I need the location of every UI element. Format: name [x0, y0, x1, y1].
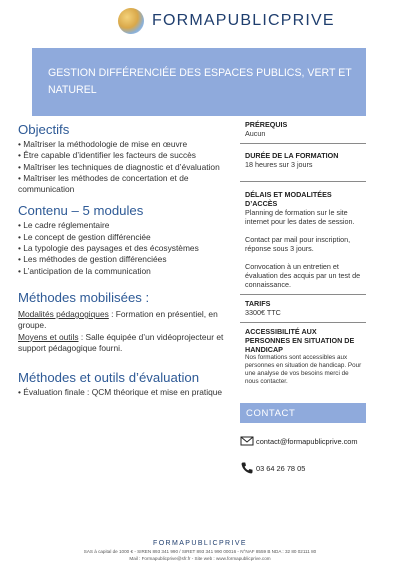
- modalites-label: Modalités pédagogiques: [18, 308, 109, 319]
- modalites-text: : Formation en présentiel, en groupe.: [18, 308, 218, 331]
- email-link[interactable]: contact@formapublicprive.com: [256, 436, 358, 446]
- course-details: [18, 122, 226, 398]
- objectifs-heading: Objectifs: [18, 122, 70, 137]
- page-footer: [0, 539, 400, 562]
- info-box: [240, 116, 366, 391]
- course-title: GESTION DIFFÉRENCIÉE DES ESPACES PUBLICS, VERT ET NATUREL: [48, 67, 352, 96]
- handicap-block: [240, 323, 366, 391]
- footer-brand: FORMAPUBLICPRIVE: [153, 540, 247, 547]
- list-item: • L’anticipation de la communication: [18, 266, 226, 277]
- brand-logo: [118, 8, 335, 34]
- tarifs-block: [240, 295, 366, 323]
- duree-block: [240, 144, 366, 182]
- phone-icon: [240, 461, 254, 475]
- delais-block: [240, 182, 366, 295]
- moyens-paragraph: [18, 332, 226, 355]
- duree-text: 18 heures sur 3 jours: [245, 160, 313, 169]
- phone-number[interactable]: 03 64 26 78 05: [256, 463, 306, 473]
- contact-phone[interactable]: [240, 460, 366, 476]
- list-item: • Maîtriser la méthodologie de mise en œuvre: [18, 139, 226, 150]
- contact-header: [240, 403, 366, 423]
- contact-body: [240, 423, 366, 476]
- footer-legal: SAS à capital de 1000 € - SIREN 893 341 990 / SIRET 893 341 990 00016 - N°NAF 8559 B NDA : 32 80 02111 80: [83, 549, 317, 554]
- list-item: • Évaluation finale : QCM théorique et mise en pratique: [18, 387, 226, 398]
- contenu-heading: Contenu – 5 modules: [18, 203, 144, 219]
- evaluation-list: [18, 387, 226, 398]
- list-item: • Le concept de gestion différenciée: [18, 232, 226, 243]
- list-item: • Maîtriser les méthodes de concertation et de communication: [18, 173, 226, 196]
- list-item: • Les méthodes de gestion différenciées: [18, 254, 226, 265]
- contact-title: CONTACT: [246, 408, 296, 419]
- footer-contact: Mail : Formapublicprive@sfr.fr - Site web : www.formapublicprive.com: [129, 556, 271, 561]
- objectifs-list: [18, 139, 226, 195]
- delais-text-1: Planning de formation sur le site internet pour les dates de session.: [245, 208, 355, 226]
- list-item: • La typologie des paysages et des écosystèmes: [18, 243, 226, 254]
- envelope-icon: [240, 434, 254, 448]
- delais-title: DÉLAIS ET MODALITÉES D’ACCÈS: [245, 190, 332, 208]
- logo-globe-icon: [118, 8, 144, 34]
- list-item: • Maîtriser les techniques de diagnostic et d’évaluation: [18, 162, 226, 173]
- evaluation-heading: Méthodes et outils d’évaluation: [18, 370, 200, 386]
- info-sidebar: [240, 116, 366, 476]
- contenu-list: [18, 220, 226, 276]
- prerequis-block: [240, 116, 366, 144]
- contact-email[interactable]: [240, 433, 366, 449]
- methodes-heading: Méthodes mobilisées :: [18, 289, 150, 305]
- list-item: • Être capable d’identifier les facteurs de succès: [18, 150, 226, 161]
- prerequis-title: PRÉREQUIS: [245, 120, 288, 129]
- handicap-title: ACCESSIBILITÉ AUX PERSONNES EN SITUATION DE HANDICAP: [245, 327, 355, 354]
- logo-text: FORMAPUBLICPRIVE: [152, 12, 335, 29]
- tarifs-title: TARIFS: [245, 299, 271, 308]
- prerequis-text: Aucun: [245, 129, 266, 138]
- modalites-paragraph: [18, 309, 226, 332]
- moyens-text: : Salle équipée d’un vidéoprojecteur et support pédagogique fourni.: [18, 331, 224, 353]
- list-item: • Le cadre réglementaire: [18, 220, 226, 231]
- delais-text-3: Convocation à un entretien et évaluation des acquis par un test de connaissance.: [245, 262, 361, 289]
- moyens-label: Moyens et outils: [18, 331, 79, 342]
- duree-title: DURÉE DE LA FORMATION: [245, 151, 339, 160]
- title-banner: [32, 48, 366, 116]
- delais-text-2: Contact par mail pour inscription, réponse sous 3 jours.: [245, 235, 351, 253]
- handicap-text: Nos formations sont accessibles aux personnes en situation de handicap. Pour une analyse de vos besoins merci de nous contacter.: [245, 354, 362, 385]
- tarifs-text: 3300€ TTC: [245, 308, 281, 317]
